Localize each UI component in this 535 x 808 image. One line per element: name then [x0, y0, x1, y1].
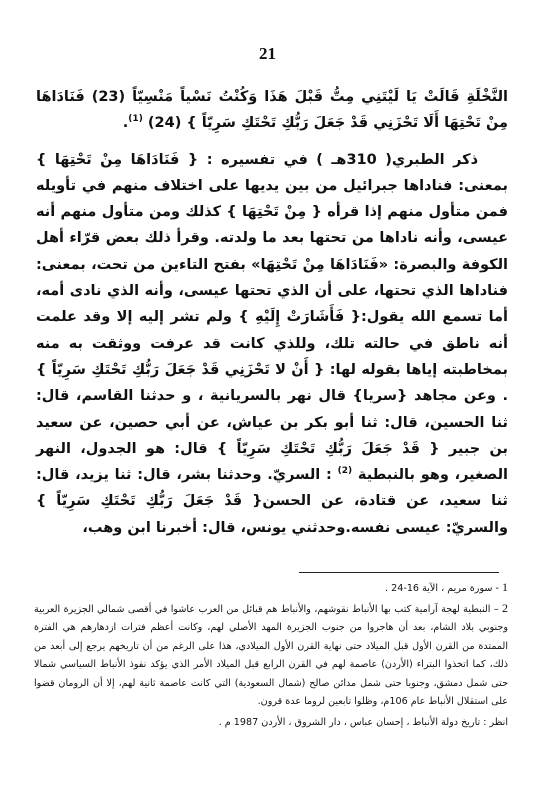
page-number: 21 [259, 44, 276, 63]
footnote-ref-1[interactable]: (1) [128, 114, 143, 125]
footnotes-section [34, 578, 508, 732]
verse-tail: . [122, 115, 129, 132]
tafsir-paragraph [36, 147, 508, 541]
footnote-2 [34, 599, 508, 712]
footnote-text: - سورة مريم ، الآية 16-24 . [385, 583, 502, 594]
quran-verse-paragraph [36, 84, 508, 137]
main-text-body [36, 84, 508, 541]
verse-text: النَّخْلَةِ قَالَتْ يَا لَيْتَنِي مِتُّ قَبْلَ هَذَا وَكُنْتُ نَسْياً مَنْسِيّاً (23) فَنَادَاهَا مِنْ تَحْتِهَا أَلَا تَحْزَنِي قَدْ جَعَلَ رَبُّكِ تَحْتَكِ سَرِيّاً } (24) [36, 89, 508, 132]
footnote-ref-2[interactable]: (2) [337, 466, 353, 477]
footnote-1 [34, 578, 508, 599]
footnote-number: 2 [502, 600, 508, 615]
footnote-number: 1 [502, 580, 508, 594]
footnote-source: انظر : تاريخ دولة الأنباط ، إحسان عباس ، دار الشروق ، الأردن 1987 م . [218, 716, 508, 728]
tafsir-text: ذكر الطبري( 310هـ ) في تفسيره : { فَنَادَاهَا مِنْ تَحْتِهَا } بمعنى: فناداها جبرائيل من بين يديها على اختلاف منهم في تأويله فمن متأول منهم إذا قرأه { مِنْ تَحْتِهَا } كذلك ومن متأول منهم أنه عيسى، وأنه ناداها من تحتها بعد ما ولدته. وقرأ ذلك بعض قرّاء أهل الكوفة والبصرة: «فَنَادَاهَا مِنْ تَحْتِهَا» بفتح التاءين من تحت، بمعنى: فناداها الذي تحتها، على أن الذي تحتها عيسى، وأنه الذي نادى أمه، أما تسمع الله يقول:{ فَأَشَارَتْ إِلَيْهِ } ولم تشر إليه إلا وقد علمت أنه ناطق في حالته تلك، وللذي كانت قد عرفت ووثقت به منه بمخاطبته إياها بقوله لها: { أَنْ لا تَحْزَنِي قَدْ جَعَلَ رَبُّكِ تَحْتَكِ سَرِيّاً } . وعن مجاهد {سريا} قال نهر بالسريانية ، و حدثنا القاسم، قال: ثنا الحسين، قال: ثنا أبو بكر بن عياش، عن أبي حصين، عن سعيد بن جبير { قَدْ جَعَلَ رَبُّكِ تَحْتَكِ سَرِيّاً } قال: هو الجدول، النهر الصغير، وهو بالنبطية [36, 151, 508, 484]
footnote-text: – النبطية لهجة آرامية كتب بها الأنباط نقوشهم، والأنباط هم قبائل من العرب عاشوا في أقصى شمالي الجزيرة العربية وجنوبي بلاد الشام، بعد أن هاجروا من جنوب الجزيرة المهد الأصلي لهم، وكانت أعظم فترات ازدهارهم هي الفترة الممتدة من القرن الأول قبل الميلاد حتى نهاية القرن الأول الميلادي، هذا على الرغم من أن تاريخهم يرجع إلى أبعد من ذلك، كما اتخذوا البتراء (الأردن) عاصمة لهم في القرن الرابع قبل الميلاد الأمر الذي يؤكد نفوذ الأنباط السياسي شمالا حتى شمل دمشق، وجنوبا حتى شمل مدائن صالح (شمال السعودية) التي كانت عاصمة ثانية لهم، إلا أن الرومان قضوا على استقلال الأنباط عام 106م، وظلوا تابعين لروما عدة قرون. [34, 603, 508, 707]
footnote-divider [299, 572, 499, 573]
tafsir-tail: : السريّ. وحدثنا بشر، قال: ثنا يزيد، قال: ثنا سعيد، عن قتادة، عن الحسن{ قَدْ جَعَلَ رَبُّكِ تَحْتَكِ سَرِيّاً } والسريّ: عيسى نفسه.وحدثني يونس، قال: أخبرنا ابن وهب، [36, 467, 508, 536]
